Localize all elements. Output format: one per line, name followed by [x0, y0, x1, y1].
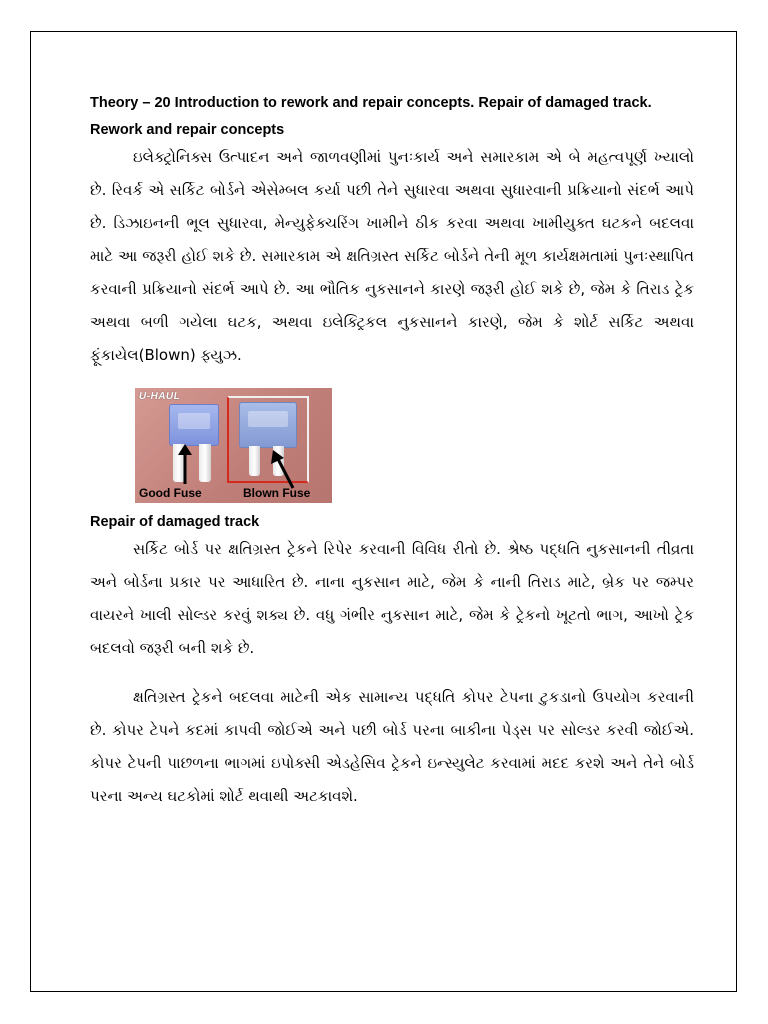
- paragraph-copper-tape: ક્ષતિગ્રસ્ત ટ્રેકને બદલવા માટેની એક સામાન્ય પદ્ધતિ કોપર ટેપના ટુકડાનો ઉપયોગ કરવાની છે. કોપર ટેપને કદમાં કાપવી જોઈએ અને પછી બોર્ડ પરના બાકીના પેડ્સ પર સોલ્ડર કરવી જોઈએ. કોપર ટેપની પાછળના ભાગમાં ઇપોક્સી એડહેસિવ ટ્રેકને ઇન્સ્યુલેટ કરવામાં મદદ કરશે અને તેને બોર્ડ પરના અન્ય ઘટકોમાં શોર્ટ થવાથી અટકાવશે.: [90, 688, 694, 805]
- paragraph-repair-methods: સર્કિટ બોર્ડ પર ક્ષતિગ્રસ્ત ટ્રેકને રિપેર કરવાની વિવિધ રીતો છે. શ્રેષ્ઠ પદ્ધતિ નુકસાનની તીવ્રતા અને બોર્ડના પ્રકાર પર આધારિત છે. નાના નુકસાન માટે, જેમ કે નાની તિરાડ માટે, બ્રેક પર જમ્પર વાયરને ખાલી સોલ્ડર કરવું શક્ય છે. વધુ ગંભીર નુકસાન માટે, જેમ કે ટ્રેકનો ખૂટતો ભાગ, આખો ટ્રેક બદલવો જરૂરી બની શકે છે.: [90, 540, 694, 657]
- document-content: [90, 92, 694, 813]
- arrow-up-left-icon: [269, 450, 299, 490]
- uhaul-logo: U-HAUL: [138, 391, 182, 402]
- good-fuse-label: Good Fuse: [139, 486, 202, 500]
- section-heading-rework: Rework and repair concepts: [90, 122, 285, 138]
- blown-fuse-prong-left: [249, 446, 260, 476]
- section-heading-repair-track: Repair of damaged track: [90, 514, 260, 530]
- good-fuse-prong-right: [199, 444, 211, 482]
- section-repair-track: [90, 511, 694, 813]
- paragraph-rework-repair: ઇલેક્ટ્રોનિક્સ ઉત્પાદન અને જાળવણીમાં પુનઃકાર્ય અને સમારકામ એ બે મહત્વપૂર્ણ ખ્યાલો છે. રિવર્ક એ સર્કિટ બોર્ડને એસેમ્બલ કર્યા પછી તેને સુધારવા અથવા સુધારવાની પ્રક્રિયાનો સંદર્ભ આપે છે. ડિઝાઇનની ભૂલ સુધારવા, મેન્યુફેક્ચરિંગ ખામીને ઠીક કરવા અથવા ખામીયુક્ત ઘટકને બદલવા માટે આ જરૂરી હોઈ શકે છે. સમારકામ એ ક્ષતિગ્રસ્ત સર્કિટ બોર્ડને તેની મૂળ કાર્યક્ષમતામાં પુનઃસ્થાપિત કરવાની પ્રક્રિયાનો સંદર્ભ આપે છે. આ ભૌતિક નુકસાનને કારણે જરૂરી હોઈ શકે છે, જેમ કે તિરાડ ટ્રેક અથવા બળી ગયેલા ઘટક, અથવા ઇલેક્ટ્રિકલ નુકસાનને કારણે, જેમ કે શોર્ટ સર્કિટ અથવા ફૂંકાયેલ(Blown) ફ્યુઝ.: [90, 148, 694, 364]
- document-title: Theory – 20 Introduction to rework and repair concepts. Repair of damaged track.: [90, 95, 652, 111]
- blown-fuse-body: [239, 402, 297, 448]
- blown-fuse-label: Blown Fuse: [243, 486, 311, 500]
- arrow-up-icon: [175, 444, 195, 486]
- fuse-comparison-image: [135, 388, 332, 503]
- good-fuse-body: [169, 404, 219, 446]
